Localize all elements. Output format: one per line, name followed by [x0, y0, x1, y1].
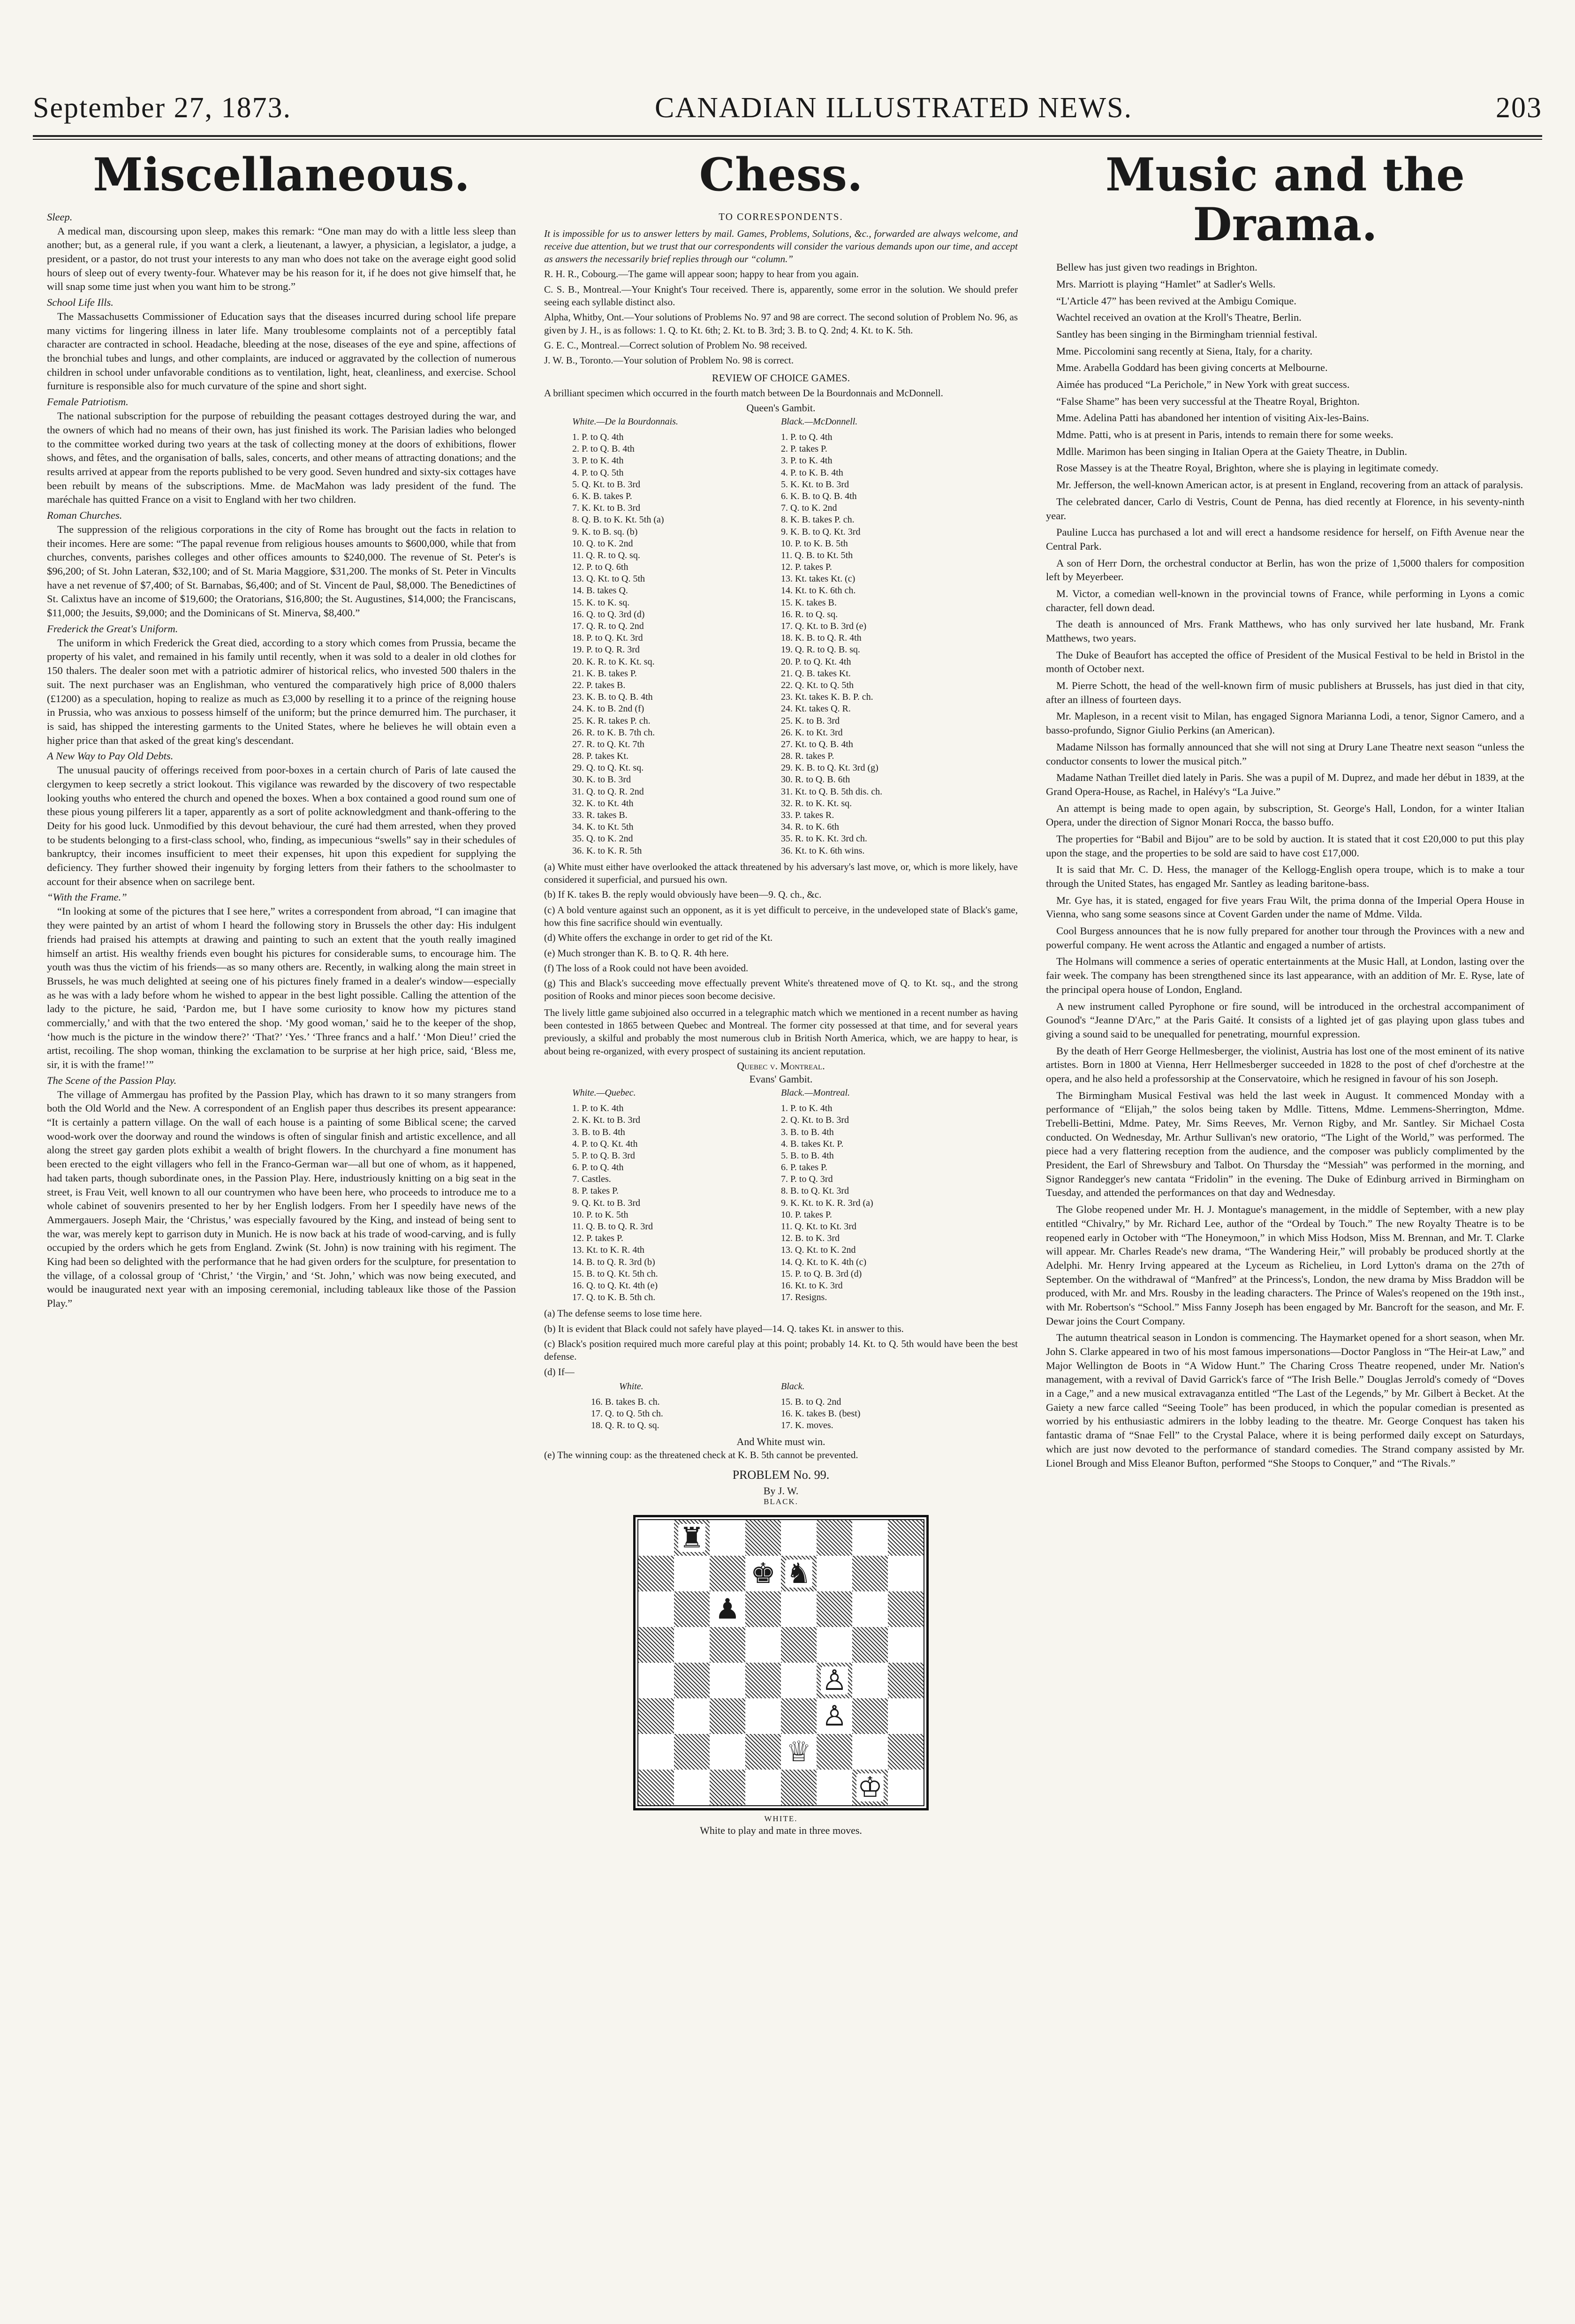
game-note: (a) The defense seems to lose time here.	[544, 1308, 702, 1319]
music-drama-item: The death is announced of Mrs. Frank Matthews, who has only survived her late husband, Mr. Frank Matthews, two years.	[1046, 618, 1524, 644]
white-move: 6. P. to Q. 4th	[572, 1162, 624, 1173]
misc-section-body: The national subscription for the purpose of rebuilding the peasant cottages destroyed during the war, and the owners of which had no means of their own, has just finished its work. The Parisian ladies who belonged to the committee worked during two years at the task of collecting money at the doors of exhibitions, flower shows, and fêtes, and the organisation of balls, sales, concerts, and other means of attracting donations; and the results arrived at appear from the reports published to be very good. Seven hundred and sixty-six cottages have been rebuilt by means of the subscriptions. Mme. de MacMahon was lady president of the fund. The maréchale has quitted France on a visit to England with her two children.	[47, 410, 516, 506]
white-move: 16. Q. to Q. Kt. 4th (e)	[572, 1280, 658, 1291]
music-drama-item: Mme. Arabella Goddard has been giving concerts at Melbourne.	[1056, 362, 1328, 374]
black-move: 6. K. B. to Q. B. 4th	[781, 491, 857, 501]
black-move: 11. Q. B. to Kt. 5th	[781, 550, 853, 560]
game2-notes	[544, 1307, 1018, 1378]
board-square	[781, 1520, 817, 1556]
board-square	[781, 1627, 817, 1663]
music-drama-item: The Duke of Beaufort has accepted the office of President of the Musical Festival to be held in Bristol in the month of October next.	[1046, 649, 1524, 675]
white-move: 5. Q. Kt. to B. 3rd	[572, 479, 640, 490]
black-move: 14. Kt. to K. 6th ch.	[781, 585, 856, 596]
black-move: 20. P. to Q. Kt. 4th	[781, 656, 851, 667]
white-move: 22. P. takes B.	[572, 680, 626, 690]
white-move: 4. P. to Q. Kt. 4th	[572, 1138, 638, 1149]
black-move: 18. K. B. to Q. R. 4th	[781, 633, 862, 643]
white-move: 19. P. to Q. R. 3rd	[572, 644, 640, 655]
black-move: 9. K. B. to Q. Kt. 3rd	[781, 526, 861, 537]
white-move: 1. P. to K. 4th	[572, 1103, 624, 1114]
white-move: 9. Q. Kt. to B. 3rd	[572, 1197, 640, 1208]
white-move: 20. K. R. to K. Kt. sq.	[572, 656, 655, 667]
board-square	[710, 1520, 745, 1556]
white-move: 10. P. to K. 5th	[572, 1209, 628, 1220]
music-drama-item: The celebrated dancer, Carlo di Vestris, Count de Penna, has died recently at Florence, in his seventy-ninth year.	[1046, 495, 1524, 522]
music-drama-items	[1046, 260, 1524, 1470]
board-square	[817, 1520, 852, 1556]
game-note: (b) It is evident that Black could not safely have played—14. Q. takes Kt. in answer to this.	[544, 1323, 904, 1334]
game2-intro: The lively little game subjoined also occurred in a telegraphic match which we mentioned in a recent number as having been contested in 1865 between Quebec and Montreal. The former city possessed at that time, and for several years previously, a skilful and probably the most numerous club in British North America, which, we are happy to hear, is about being re-organized, with every prospect of sustaining its ancient reputation.	[544, 1007, 1018, 1057]
black-move: 17. K. moves.	[781, 1420, 833, 1431]
game2-note-e: (e) The winning coup: as the threatened check at K. B. 5th cannot be prevented.	[544, 1449, 858, 1461]
white-move: 17. Q. to K. B. 5th ch.	[572, 1292, 656, 1303]
misc-section-title: The Scene of the Passion Play.	[47, 1074, 177, 1086]
board-square	[638, 1734, 674, 1770]
board-square	[638, 1520, 674, 1556]
music-drama-item: Mme. Adelina Patti has abandoned her intention of visiting Aix-les-Bains.	[1056, 412, 1369, 424]
music-drama-item: Bellew has just given two readings in Brighton.	[1056, 261, 1257, 273]
board-square	[888, 1627, 924, 1663]
white-move: 27. R. to Q. Kt. 7th	[572, 739, 644, 749]
board-black-label: BLACK.	[764, 1497, 798, 1506]
white-move: 34. K. to Kt. 5th	[572, 822, 634, 833]
board-square	[638, 1556, 674, 1591]
board-square	[781, 1698, 817, 1734]
game2-white: White.—Quebec.	[572, 1087, 636, 1098]
white-move: 31. Q. to Q. R. 2nd	[572, 786, 644, 797]
board-square	[745, 1698, 781, 1734]
correspondent-answer: Alpha, Whitby, Ont.—Your solutions of Problems No. 97 and 98 are correct. The second solution of Problem No. 96, as given by J. H., is as follows: 1. Q. to Kt. 6th; 2. Kt. to B. 3rd; 3. B. to Q. 2nd; 4. Kt. to K. 5th.	[544, 311, 1018, 336]
variation-end: And White must win.	[736, 1435, 825, 1447]
misc-section-body: The uniform in which Frederick the Great died, according to a story which comes from Prussia, became the property of his valet, and remained in his family until recently, when it was sold to a dealer in old clothes for 150 thalers. The dealer soon met with a patriotic admirer of historical relics, who invested 500 thalers in the suit. The next purchaser was an Englishman, who ventured the comparatively high price of 8,000 thalers (£1200) as a speculation, hoping to realize as much as £3,000 by reselling it to a prince of the reigning house in Prussia, who was anxious to possess himself of the uniform; but the prince demurred him. The purchaser, it is said, has shipped the interesting garments to the United States, where he believes he will obtain even a higher price than that asked of the great king's descendant.	[47, 636, 516, 746]
black-move: 1. P. to Q. 4th	[781, 432, 833, 443]
misc-section-title: Frederick the Great's Uniform.	[47, 622, 178, 635]
white-move: 5. P. to Q. B. 3rd	[572, 1150, 635, 1161]
board-square	[888, 1770, 924, 1805]
misc-section-body: A medical man, discoursing upon sleep, makes this remark: “One man may do with a little less sleep than another; but, as a general rule, if you want a clerk, a lieutenant, a lawyer, a physician, a legislator, a judge, a president, or a pastor, do not trust your interests to any man who does not take on the average eight good solid hours of sleep out of every twenty-four. Whatever may be his reason for it, if he does not give himself that, he will snap some time just when you want him to be strong.”	[47, 225, 516, 293]
black-move: 10. P. to K. B. 5th	[781, 538, 848, 549]
game-note: (d) White offers the exchange in order to get rid of the Kt.	[544, 932, 773, 944]
chess-board	[633, 1515, 929, 1810]
black-move: 3. B. to B. 4th	[781, 1127, 834, 1137]
white-move: 16. B. takes B. ch.	[591, 1397, 660, 1407]
music-drama-item: Mr. Gye has, it is stated, engaged for five years Frau Wilt, the prima donna of the Imperial Opera House in Vienna, who sang some seasons since at Covent Garden under the name of Mdme. Vilda.	[1046, 894, 1524, 920]
black-move: 5. K. Kt. to B. 3rd	[781, 479, 849, 490]
board-square	[852, 1556, 888, 1591]
music-drama-column	[1046, 150, 1524, 2242]
board-square	[888, 1591, 924, 1627]
game1-black: Black.—McDonnell.	[781, 416, 858, 427]
correspondent-answer: C. S. B., Montreal.—Your Knight's Tour received. There is, apparently, some error in the solution. We should prefer seeing each syllable distinct also.	[544, 283, 1018, 308]
board-square	[852, 1663, 888, 1698]
black-move: 6. P. takes P.	[781, 1162, 827, 1173]
board-square	[674, 1520, 710, 1556]
white-move: 26. R. to K. B. 7th ch.	[572, 727, 655, 738]
music-drama-item: It is said that Mr. C. D. Hess, the manager of the Kellogg-English opera troupe, which is to make a tour through the United States, has engaged Mr. Santley as leading baritone-bass.	[1046, 863, 1524, 889]
black-move: 4. B. takes Kt. P.	[781, 1138, 844, 1149]
black-move: 16. K. takes B. (best)	[781, 1408, 861, 1419]
white-move: 24. K. to B. 2nd (f)	[572, 704, 644, 714]
white-move: 10. Q. to K. 2nd	[572, 538, 633, 549]
board-square	[745, 1663, 781, 1698]
board-square	[781, 1663, 817, 1698]
game1-notes	[544, 861, 1018, 1003]
board-square	[745, 1770, 781, 1805]
variation-white: White.	[619, 1381, 644, 1392]
music-drama-item: The autumn theatrical season in London is commencing. The Haymarket opened for a short season, when Mr. John S. Clarke appeared in two of his most famous impersonations—Doctor Pangloss in “The Heir-at Law,” and Major Wellington de Boots in “A Widow Hunt.” The Charing Cross Theatre reopened, under Mr. Nation's management, with a revival of David Garrick's farce of “The Irish Belle.” Douglas Jerrold's comedy of “Doves in a Cage,” and a new musical extravaganza entitled “The Last of the Legends,” by Mr. Gilbert à Becket. At the Gaiety a new farce called “Seeing Toole” has been produced, in which the popular comedian is presented as worried by his enthusiastic admirers in the lobby leading to the theatre. Mr. George Conquest has taken his fantastic drama of “Snae Fell” to the Crystal Palace, where it is being performed daily except on Saturdays, which are just now devoted to the performance of standard comedies. The Strand company assisted by Mr. Lionel Brough and Miss Eleanor Bufton, performed “She Stoops to Conquer,” and “The Rivals.”	[1046, 1332, 1524, 1469]
chess-board-grid	[637, 1519, 924, 1806]
white-move: 23. K. B. to Q. B. 4th	[572, 692, 653, 703]
game-note: (c) A bold venture against such an opponent, as it is yet difficult to perceive, in the undeveloped state of Black's game, how this fine sacrifice should win eventually.	[544, 904, 1018, 928]
board-square	[852, 1520, 888, 1556]
music-drama-item: Cool Burgess announces that he is now fully prepared for another tour through the Provinces with a new and powerful company. He went across the Atlantic and engaged a number of artists.	[1046, 925, 1524, 951]
board-square	[745, 1556, 781, 1591]
game-note: (d) If—	[544, 1366, 575, 1378]
music-drama-item: Mdme. Patti, who is at present in Paris, intends to remain there for some weeks.	[1056, 429, 1393, 441]
black-move: 26. K. to Kt. 3rd	[781, 727, 843, 738]
white-move: 33. R. takes B.	[572, 810, 628, 821]
board-square	[674, 1556, 710, 1591]
black-move: 17. Q. Kt. to B. 3rd (e)	[781, 621, 867, 632]
white-move: 16. Q. to Q. 3rd (d)	[572, 609, 645, 620]
music-drama-item: M. Victor, a comedian well-known in the provincial towns of France, while performing in Lyons a comic character, fell down dead.	[1046, 587, 1524, 613]
correspondent-answer: G. E. C., Montreal.—Correct solution of Problem No. 98 received.	[544, 339, 808, 351]
black-move: 34. R. to K. 6th	[781, 822, 839, 833]
music-drama-item: M. Pierre Schott, the head of the well-known firm of music publishers at Brussels, has just died in that city, after an illness of fourteen days.	[1046, 680, 1524, 705]
game1-intro: A brilliant specimen which occurred in the fourth match between De la Bourdonnais and McDonnell.	[544, 387, 943, 399]
game1-white: White.—De la Bourdonnais.	[572, 416, 678, 427]
board-square	[710, 1556, 745, 1591]
board-white-label: WHITE.	[764, 1814, 798, 1823]
black-move: 24. Kt. takes Q. R.	[781, 704, 851, 714]
board-square	[745, 1591, 781, 1627]
misc-section-title: Sleep.	[47, 211, 73, 223]
issue-date: September 27, 1873.	[33, 92, 292, 124]
masthead-rule-thin	[33, 139, 1542, 140]
chess-piece: ♞	[786, 1557, 811, 1590]
correspondent-answers	[544, 268, 1018, 367]
board-square	[745, 1520, 781, 1556]
chess-column	[544, 150, 1018, 2242]
misc-section-body: The suppression of the religious corporations in the city of Rome has brought out the facts in relation to their incomes. Here are some: “The papal revenue from religious houses amounts to $600,000, while that from churches, convents, parishes colleges and other offices amounts to $240,000. The revenue of St. Peter's is $96,200; of St. John Lateran, $32,100; and of St. Maria Maggiore, $31,200. The monks of St. Peter in Vincults have a net revenue of $7,400; of St. Barnabas, $6,400; and of St. Vincent de Paul, $8,000. The Benedictines of St. Calixtus have an income of $19,600; the Oratorians, $16,800; the St. Augustines, $14,000; the Franciscans, $11,000; the Jesuits, $9,000; and the Dominicans of St. Minerva, $8,400.”	[47, 523, 516, 619]
board-square	[674, 1591, 710, 1627]
black-move: 23. Kt. takes K. B. P. ch.	[781, 692, 873, 703]
black-move: 17. Resigns.	[781, 1292, 827, 1303]
music-drama-item: The Globe reopened under Mr. H. J. Montague's management, in the middle of September, with a new play entitled “Chivalry,” by Mr. Richard Lee, author of the “Ordeal by Touch.” The new Royalty Theatre is to be reopened early in October with “The Honeymoon,” in which Miss Hodson, Miss M. Brennan, and Mr. T. Clarke will appear. Mr. Charles Reade's new drama, “The Wandering Heir,” will probably be produced shortly at the Adelphi. Mr. Henry Irving appeared at the Lyceum as Richelieu, in Lord Lytton's drama on the 27th of September. On the withdrawal of “Manfred” at the Princess's, London, the new drama by Miss Braddon will be produced, with Mr. and Mrs. Rousby in the leading characters. The Prince of Wales's reopened on the 19th inst., with Mr. Robertson's “School.” Miss Fanny Joseph has been engaged by Mr. Bancroft for the season, and Mr. F. Dewar joins the Court Company.	[1046, 1204, 1524, 1327]
chess-piece: ♙	[822, 1664, 847, 1697]
black-move: 8. K. B. takes P. ch.	[781, 515, 855, 525]
masthead-rule	[33, 135, 1542, 137]
board-square	[710, 1698, 745, 1734]
white-move: 8. Q. B. to K. Kt. 5th (a)	[572, 515, 664, 525]
black-move: 30. R. to Q. B. 6th	[781, 774, 850, 785]
game-note: (a) White must either have overlooked the attack threatened by his adversary's last move, or, which is more likely, have considered it superficial, and pursued his own.	[544, 861, 1018, 886]
white-move: 25. K. R. takes P. ch.	[572, 715, 651, 726]
game-note: (e) Much stronger than K. B. to Q. R. 4th here.	[544, 947, 729, 959]
white-move: 15. K. to K. sq.	[572, 597, 630, 608]
black-move: 15. B. to Q. 2nd	[781, 1397, 841, 1407]
board-square	[781, 1734, 817, 1770]
miscellaneous-column	[47, 150, 516, 2242]
white-move: 28. P. takes Kt.	[572, 751, 628, 762]
white-move: 17. Q. R. to Q. 2nd	[572, 621, 644, 632]
masthead	[33, 91, 1542, 134]
white-move: 30. K. to B. 3rd	[572, 774, 631, 785]
board-square	[888, 1556, 924, 1591]
white-move: 9. K. to B. sq. (b)	[572, 526, 638, 537]
page-number: 203	[1495, 92, 1542, 124]
music-drama-item: By the death of Herr George Hellmesberger, the violinist, Austria has lost one of the most eminent of its native artistes. Born in 1800 at Vienna, Herr Hellmesberger succeeded in 1828 to the post of chef d'orchestre at the opera, and he also held a professorship at the Conservatoire, which he resigned in favour of his son Joseph.	[1046, 1045, 1524, 1084]
board-square	[745, 1734, 781, 1770]
board-square	[888, 1663, 924, 1698]
board-square	[638, 1627, 674, 1663]
black-move: 9. K. Kt. to K. R. 3rd (a)	[781, 1197, 873, 1208]
music-drama-item: Mr. Jefferson, the well-known American actor, is at present in England, recovering from an attack of paralysis.	[1056, 479, 1523, 491]
black-move: 11. Q. Kt. to Kt. 3rd	[781, 1221, 856, 1232]
white-move: 3. B. to B. 4th	[572, 1127, 625, 1137]
game2-black: Black.—Montreal.	[781, 1087, 850, 1098]
black-move: 22. Q. Kt. to Q. 5th	[781, 680, 854, 690]
board-square	[710, 1627, 745, 1663]
white-move: 11. Q. B. to Q. R. 3rd	[572, 1221, 653, 1232]
black-move: 4. P. to K. B. 4th	[781, 467, 843, 478]
music-drama-item: Mrs. Marriott is playing “Hamlet” at Sadler's Wells.	[1056, 278, 1276, 290]
problem-author: By J. W.	[763, 1484, 799, 1497]
chess-piece: ♜	[679, 1521, 704, 1554]
game2-opening: Evans' Gambit.	[749, 1073, 813, 1085]
black-move: 13. Q. Kt. to K. 2nd	[781, 1245, 856, 1256]
board-square	[710, 1770, 745, 1805]
board-square	[852, 1698, 888, 1734]
music-drama-item: Mdlle. Marimon has been singing in Italian Opera at the Gaiety Theatre, in Dublin.	[1056, 445, 1408, 457]
board-square	[674, 1627, 710, 1663]
game2-title: Quebec v. Montreal.	[737, 1060, 825, 1072]
white-move: 29. Q. to Q. Kt. sq.	[572, 763, 644, 773]
game-note: (f) The loss of a Rook could not have been avoided.	[544, 962, 749, 974]
game-note: (c) Black's position required much more careful play at this point; probably 14. Kt. to Q. 5th would have been the best defense.	[544, 1338, 1018, 1363]
white-move: 3. P. to K. 4th	[572, 455, 624, 466]
music-drama-item: Mr. Mapleson, in a recent visit to Milan, has engaged Signora Marianna Lodi, a tenor, Signor Camero, and a basso-profundo, Signor Giulio Perkins (an American).	[1046, 710, 1524, 736]
white-move: 14. B. takes Q.	[572, 585, 628, 596]
board-square	[674, 1770, 710, 1805]
music-drama-item: The properties for “Babil and Bijou” are to be sold by auction. It is stated that it cost £20,000 to put this play upon the stage, and the properties to be sold are said to have cost £17,000.	[1046, 833, 1524, 859]
black-move: 36. Kt. to K. 6th wins.	[781, 845, 865, 856]
white-move: 15. B. to Q. Kt. 5th ch.	[572, 1268, 658, 1279]
music-drama-item: The Holmans will commence a series of operatic entertainments at the Music Hall, at London, lasting over the fair week. The company has been strengthened since its last appearance, with an addition of Mr. E. Ryse, late of the principal opera house of London, England.	[1046, 955, 1524, 995]
black-move: 1. P. to K. 4th	[781, 1103, 833, 1114]
board-square	[674, 1663, 710, 1698]
white-move: 6. K. B. takes P.	[572, 491, 632, 501]
music-drama-item: Pauline Lucca has purchased a lot and will erect a handsome residence for herself, on Fifth Avenue near the Central Park.	[1046, 526, 1524, 552]
black-move: 16. R. to Q. sq.	[781, 609, 838, 620]
white-move: 2. K. Kt. to B. 3rd	[572, 1115, 640, 1126]
misc-section-body: The unusual paucity of offerings received from poor-boxes in a certain church of Paris of late caused the clergymen to keep secretly a strict lookout. This vigilance was rewarded by the discovery of two respectable looking youths who entered the church and opened the boxes. When a box contained a good round sum one of these pious young pilferers lit a taper, apparently as a sort of polite acknowledgment and thank-offering to the Deity for his good luck. Unmodified by this devout behaviour, the curé had them arrested, when they proved to be students belonging to a first-class school, who, finding, as impecunious “swells” say in their schedules of bankruptcy, their incomes insufficient to meet their expenses, hit upon this expedient for supplying the deficiency. They further showed their ingenuity by forging letters from their fathers to the schoolmaster to account for their absence when on sacrilege bent.	[47, 764, 516, 887]
variation-moves	[544, 1396, 1018, 1432]
black-move: 14. Q. Kt. to K. 4th (c)	[781, 1257, 867, 1267]
black-move: 5. B. to B. 4th	[781, 1150, 834, 1161]
white-move: 36. K. to K. R. 5th	[572, 845, 642, 856]
black-move: 28. R. takes P.	[781, 751, 834, 762]
music-drama-item: Mme. Piccolomini sang recently at Siena, Italy, for a charity.	[1056, 345, 1313, 357]
music-drama-item: Madame Nathan Treillet died lately in Paris. She was a pupil of M. Duprez, and made her début in 1839, at the Grand Opera-House, as Rachel, in Halévy's “La Juive.”	[1046, 772, 1524, 797]
white-move: 12. P. to Q. 6th	[572, 562, 628, 573]
white-move: 18. P. to Q. Kt. 3rd	[572, 633, 643, 643]
board-square	[888, 1734, 924, 1770]
board-square	[888, 1520, 924, 1556]
board-square	[852, 1770, 888, 1805]
board-square	[888, 1698, 924, 1734]
black-move: 31. Kt. to Q. B. 5th dis. ch.	[781, 786, 883, 797]
correspondent-answer: R. H. R., Cobourg.—The game will appear soon; happy to hear from you again.	[544, 268, 859, 280]
misc-section-body: “In looking at some of the pictures that I see here,” writes a correspondent from abroad, “I can imagine that they were painted by an artist of whom I heard the following story in Brussels the other day: His indulgent friends had praised his attempts at drawing and painting to such an extent that the youth really imagined himself an artist. His wealthy friends even bought his pictures for considerable sums, to encourage him. The youth was thus the victim of his friends—as so many others are. Recently, in walking along the main street in Brussels, he was much delighted at seeing one of his pictures finely framed in a dealer's window—especially as he was with a lady before whom he wished to appear in the best light possible. Calling the attention of the lady to the picture, he said, ‘Pardon me, but I have some curiosity to know how my pictures stand commercially,’ and with that the two entered the shop. ‘My good woman,’ said he to the keeper of the shop, ‘how much is the picture in the window there?’ ‘That?’ ‘Yes.’ ‘Three francs and a half.’ ‘Mon Dieu!’ cried the artist, recoiling. The shop woman, thinking the exclamation to be surprise at her high price, said, ‘Bless me, sir, it is with the frame!’”	[47, 905, 516, 1071]
chess-piece: ♚	[750, 1557, 776, 1590]
music-drama-item: A new instrument called Pyrophone or fire sound, will be introduced in the orchestral accompaniment of Gounod's “Jeanne D'Arc,” at the Paris Gaité. It consists of a lighted jet of gas playing upon glass tubes and giving a sound said to be unequalled for penetrating, mournful expression.	[1046, 1000, 1524, 1040]
music-drama-item: The Birmingham Musical Festival was held the last week in August. It commenced Monday with a performance of “Elijah,” the solos being taken by Mdlle. Tittens, Mdme. Lemmens-Sherrington, Mdme. Trebelli-Bettini, Mdme. Patey, Mr. Sims Reeves, Mr. Vernon Rigby, and Mr. Santley. Sir Michael Costa conducted. On Wednesday, Mr. Arthur Sullivan's new oratorio, “The Light of the World,” was performed. The piece had a very flattering reception from the audience, and the composer was publicly complimented by the President, the Earl of Shrewsbury and Talbot. On Thursday the “Messiah” was performed in the morning, and Signor Randegger's new cantata “Fridolin” in the evening. The Duke of Edinburg arrived in Birmingham on Tuesday, and attended the performances on that day and Wednesday.	[1046, 1089, 1524, 1199]
white-move: 8. P. takes P.	[572, 1186, 619, 1196]
black-move: 32. R. to K. Kt. sq.	[781, 798, 852, 809]
game2-players	[544, 1087, 1018, 1099]
board-square	[674, 1734, 710, 1770]
music-drama-item: “L'Article 47” has been revived at the Ambigu Comique.	[1056, 295, 1297, 307]
misc-section-title: “With the Frame.”	[47, 891, 127, 903]
board-square	[817, 1556, 852, 1591]
board-square	[710, 1663, 745, 1698]
misc-section-title: School Life Ills.	[47, 296, 114, 309]
white-move: 14. B. to Q. R. 3rd (b)	[572, 1257, 655, 1267]
misc-section-title: Roman Churches.	[47, 509, 122, 521]
music-drama-item: Rose Massey is at the Theatre Royal, Brighton, where she is playing in legitimate comedy.	[1056, 462, 1439, 474]
music-drama-item: Wachtel received an ovation at the Kroll's Theatre, Berlin.	[1056, 311, 1302, 324]
correspondent-answer: J. W. B., Toronto.—Your solution of Problem No. 98 is correct.	[544, 355, 794, 366]
board-square	[781, 1556, 817, 1591]
white-move: 7. K. Kt. to B. 3rd	[572, 503, 640, 514]
board-square	[710, 1591, 745, 1627]
game-note: (b) If K. takes B. the reply would obviously have been—9. Q. ch., &c.	[544, 889, 822, 901]
board-square	[638, 1770, 674, 1805]
variation-black: Black.	[781, 1381, 805, 1392]
black-move: 33. P. takes R.	[781, 810, 834, 821]
game2-moves	[544, 1103, 1018, 1303]
white-move: 21. K. B. takes P.	[572, 668, 637, 679]
white-move: 35. Q. to K. 2nd	[572, 833, 633, 844]
board-square	[638, 1591, 674, 1627]
problem-caption: White to play and mate in three moves.	[700, 1824, 862, 1836]
black-move: 27. Kt. to Q. B. 4th	[781, 739, 853, 749]
music-drama-item: Aimée has produced “La Perichole,” in New York with great success.	[1056, 379, 1350, 390]
miscellaneous-sections	[47, 211, 516, 1310]
to-correspondents-heading: TO CORRESPONDENTS.	[719, 211, 843, 222]
variation-players	[544, 1381, 1018, 1393]
board-square	[852, 1734, 888, 1770]
board-square	[817, 1663, 852, 1698]
black-move: 13. Kt. takes Kt. (c)	[781, 574, 856, 584]
black-move: 29. K. B. to Q. Kt. 3rd (g)	[781, 763, 878, 773]
chess-heading: Chess.	[699, 150, 863, 201]
white-move: 13. Q. Kt. to Q. 5th	[572, 574, 645, 584]
white-move: 32. K. to Kt. 4th	[572, 798, 634, 809]
black-move: 7. P. to Q. 3rd	[781, 1174, 833, 1185]
black-move: 35. R. to K. Kt. 3rd ch.	[781, 833, 867, 844]
board-square	[638, 1663, 674, 1698]
newspaper-title: CANADIAN ILLUSTRATED NEWS.	[655, 92, 1133, 124]
problem-title: PROBLEM No. 99.	[732, 1468, 830, 1482]
game1-players	[544, 416, 1018, 428]
white-move: 11. Q. R. to Q. sq.	[572, 550, 640, 560]
review-heading: REVIEW OF CHOICE GAMES.	[712, 371, 850, 384]
board-square	[674, 1698, 710, 1734]
music-drama-item: Santley has been singing in the Birmingham triennial festival.	[1056, 328, 1318, 340]
misc-section-title: Female Patriotism.	[47, 396, 129, 408]
board-square	[817, 1698, 852, 1734]
misc-section-body: The village of Ammergau has profited by the Passion Play, which has drawn to it so many strangers from both the Old World and the New. A correspondent of an English paper thus describes its present appearance: “It is certainly a pattern village. On the wall of each house is a painting of some Biblical scene; the carved wood-work over the doorway and round the windows is often of singular finish and artistic excellence, and all along the street gay garden plots exhibit a wealth of bright flowers. In the churchyard a fine monument has been erected to the eight villagers who fell in the Franco-German war—all but one of whom, as it happened, had taken parts, though subordinate ones, in the Passion Play. Here, industriously knitting on a big seat in the street, is Frau Veit, well known to all our countrymen who have been here, who proceeds to introduce me to a whole cabinet of souvenirs presented to her by her English lodgers. From her I speedily have news of the Ammergauers. Joseph Mair, the ‘Christus,’ was especially favoured by the King, and instead of being sent to the war, was merely kept to garrison duty in Munich. He is now back at his trade of wood-carving, and is fully occupied by the orders which he gets from England. Zwink (St. John) is now training with his regiment. The King had been so delighted with the performance that he had given orders for the sculpture, for presentation to the village, of a colossal group of ‘Christ,’ ‘the Virgin,’ and ‘St. John,’ which was now being executed, and would be inaugurated next year with an imposing ceremonial, including tableaux like those of the Passion Play.”	[47, 1088, 516, 1310]
board-square	[817, 1770, 852, 1805]
game-note: (g) This and Black's succeeding move effectually prevent White's threatened move of Q. to Kt. sq., and the strong position of Rooks and minor pieces soon become decisive.	[544, 977, 1018, 1002]
board-square	[852, 1627, 888, 1663]
music-drama-item: Madame Nilsson has formally announced that she will not sing at Drury Lane Theatre next season “unless the conductor consents to lower the musical pitch.”	[1046, 741, 1524, 767]
black-move: 25. K. to B. 3rd	[781, 715, 840, 726]
black-move: 21. Q. B. takes Kt.	[781, 668, 851, 679]
white-move: 2. P. to Q. B. 4th	[572, 444, 635, 454]
black-move: 2. P. takes P.	[781, 444, 827, 454]
misc-section-title: A New Way to Pay Old Debts.	[47, 750, 174, 762]
game1-moves	[544, 431, 1018, 857]
chess-piece: ♔	[857, 1771, 883, 1804]
black-move: 2. Q. Kt. to B. 3rd	[781, 1115, 849, 1126]
black-move: 19. Q. R. to Q. B. sq.	[781, 644, 860, 655]
black-move: 15. P. to Q. B. 3rd (d)	[781, 1268, 862, 1279]
board-square	[710, 1734, 745, 1770]
black-move: 7. Q. to K. 2nd	[781, 503, 837, 514]
board-square	[817, 1591, 852, 1627]
board-square	[781, 1591, 817, 1627]
music-drama-item: An attempt is being made to open again, by subscription, St. George's Hall, London, for a winter Italian Opera, under the direction of Signor Monari Rocca, the basso buffo.	[1046, 802, 1524, 828]
board-square	[745, 1627, 781, 1663]
black-move: 15. K. takes B.	[781, 597, 837, 608]
chess-piece: ♙	[822, 1699, 847, 1733]
music-drama-heading: Music and the Drama.	[1105, 150, 1465, 251]
black-move: 16. Kt. to K. 3rd	[781, 1280, 843, 1291]
black-move: 8. B. to Q. Kt. 3rd	[781, 1186, 849, 1196]
white-move: 1. P. to Q. 4th	[572, 432, 624, 443]
board-square	[817, 1627, 852, 1663]
board-square	[638, 1698, 674, 1734]
black-move: 12. P. takes P.	[781, 562, 832, 573]
music-drama-item: A son of Herr Dorn, the orchestral conductor at Berlin, has won the prize of 1,5000 thalers for composition left by Meyerbeer.	[1046, 557, 1524, 583]
black-move: 10. P. takes P.	[781, 1209, 832, 1220]
game1-opening: Queen's Gambit.	[746, 401, 816, 414]
black-move: 3. P. to K. 4th	[781, 455, 833, 466]
white-move: 18. Q. R. to Q. sq.	[591, 1420, 659, 1431]
board-square	[817, 1734, 852, 1770]
white-move: 7. Castles.	[572, 1174, 611, 1185]
chess-board-wrapper	[544, 1515, 1018, 1810]
chess-piece: ♟	[715, 1592, 740, 1626]
board-square	[781, 1770, 817, 1805]
black-move: 12. B. to K. 3rd	[781, 1233, 840, 1244]
miscellaneous-heading: Miscellaneous.	[93, 150, 470, 201]
music-drama-item: “False Shame” has been very successful at the Theatre Royal, Brighton.	[1056, 395, 1360, 407]
white-move: 13. Kt. to K. R. 4th	[572, 1245, 644, 1256]
misc-section-body: The Massachusetts Commissioner of Education says that the diseases incurred during school life prepare many victims for lingering illness in later life. Many troublesome complaints not of a perceptibly fatal character are contracted in school. Headache, bleeding at the nose, diseases of the eye and spine, affections of the bronchial tubes and lungs, and other complaints, are induced or aggravated by the collection of numerous children in school under unfavorable conditions as to ventilation, light, heat, cleanliness, and exercise. School furniture is responsible also for much curvature of the spine and short sight.	[47, 310, 516, 392]
correspondents-notice: It is impossible for us to answer letters by mail. Games, Problems, Solutions, &c., forwarded are always welcome, and receive due attention, but we trust that our correspondents will consider the various demands upon our time, and accept as answers the necessarily brief replies through our “column.”	[544, 227, 1018, 265]
white-move: 12. P. takes P.	[572, 1233, 623, 1244]
chess-piece: ♕	[786, 1735, 811, 1768]
board-square	[852, 1591, 888, 1627]
white-move: 4. P. to Q. 5th	[572, 467, 624, 478]
white-move: 17. Q. to Q. 5th ch.	[591, 1408, 663, 1419]
